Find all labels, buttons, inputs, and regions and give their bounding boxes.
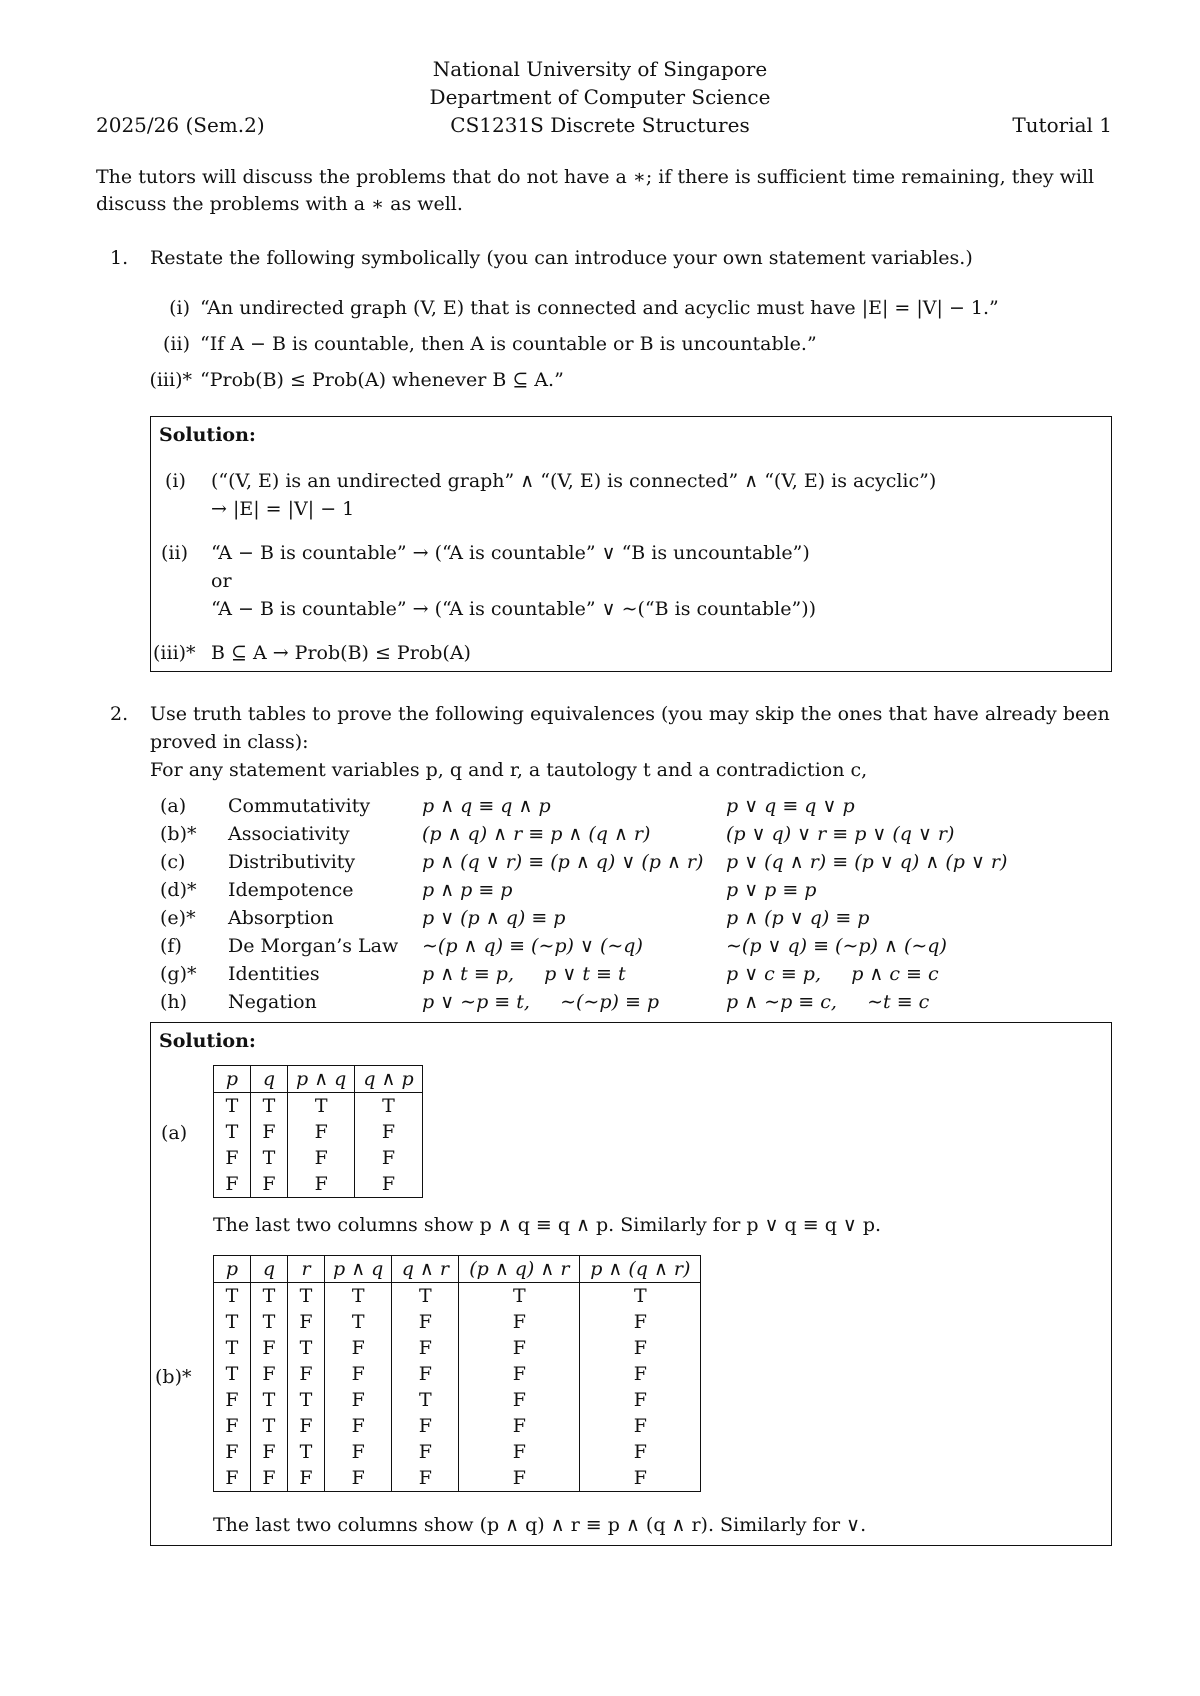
law-e-or: p ∧ (p ∨ q) ≡ p <box>726 907 870 929</box>
law-h-name: Negation <box>228 991 317 1013</box>
law-c-label: (c) <box>160 851 186 873</box>
table-b-cell: F <box>580 1335 701 1361</box>
table-b-cell: F <box>392 1465 459 1492</box>
table-a-row <box>214 1145 423 1171</box>
table-a-cell: F <box>355 1119 422 1145</box>
law-b-and: (p ∧ q) ∧ r ≡ p ∧ (q ∧ r) <box>422 823 651 845</box>
table-b-cell: T <box>325 1283 392 1310</box>
q1-sol-iii-line: B ⊆ A → Prob(B) ≤ Prob(A) <box>211 642 471 664</box>
table-b-cell: F <box>325 1465 392 1492</box>
table-b-cell: T <box>214 1283 251 1310</box>
table-b-cell: F <box>459 1387 580 1413</box>
q2-sol-b-note: The last two columns show (p ∧ q) ∧ r ≡ p ∧ (q ∧ r). Similarly for ∨. <box>213 1514 867 1536</box>
table-b-header-4: q ∧ r <box>392 1256 459 1283</box>
law-d-name: Idempotence <box>228 879 354 901</box>
university-name: National University of Singapore <box>432 57 768 81</box>
table-b-cell: F <box>580 1361 701 1387</box>
q2-number: 2. <box>110 703 129 725</box>
table-b-row <box>214 1387 701 1413</box>
table-a-cell: F <box>214 1145 251 1171</box>
table-b-cell: T <box>214 1309 251 1335</box>
truth-table-b-grid <box>213 1255 701 1492</box>
table-a-header-1: q <box>251 1066 288 1093</box>
law-g-and: p ∧ t ≡ p, p ∨ t ≡ t <box>422 963 626 985</box>
table-a-cell: F <box>288 1171 355 1198</box>
truth-table-a-grid <box>213 1065 423 1198</box>
law-a-name: Commutativity <box>228 795 371 817</box>
table-b-cell: F <box>325 1413 392 1439</box>
q1-solution-heading: Solution: <box>159 424 256 446</box>
q1-sol-ii-or: or <box>211 570 232 592</box>
table-b-cell: T <box>251 1387 288 1413</box>
law-h-and: p ∨ ∼p ≡ t, ∼(∼p) ≡ p <box>422 991 660 1013</box>
q2-sol-a-note: The last two columns show p ∧ q ≡ q ∧ p. Similarly for p ∨ q ≡ q ∨ p. <box>213 1214 882 1236</box>
law-a-or: p ∨ q ≡ q ∨ p <box>726 795 855 817</box>
law-c-name: Distributivity <box>228 851 356 873</box>
table-b-cell: F <box>392 1439 459 1465</box>
q1-item-ii-label: (ii) <box>163 333 190 355</box>
table-b-cell: F <box>251 1439 288 1465</box>
table-b-cell: T <box>251 1413 288 1439</box>
table-a-row <box>214 1119 423 1145</box>
q1-sol-i-label: (i) <box>165 470 186 492</box>
table-b-cell: F <box>459 1309 580 1335</box>
law-d-label: (d)* <box>160 879 197 901</box>
table-a-cell: F <box>214 1171 251 1198</box>
table-a-cell: T <box>355 1093 422 1120</box>
law-g-label: (g)* <box>160 963 197 985</box>
q1-sol-i-line2: → |E| = |V| − 1 <box>211 498 355 520</box>
q1-item-iii-label: (iii)* <box>149 369 192 391</box>
table-b-cell: F <box>459 1413 580 1439</box>
law-c-and: p ∧ (q ∨ r) ≡ (p ∧ q) ∨ (p ∧ r) <box>422 851 704 873</box>
table-a-cell: F <box>355 1171 422 1198</box>
table-a-cell: F <box>288 1145 355 1171</box>
law-a-and: p ∧ q ≡ q ∧ p <box>422 795 551 817</box>
table-b-cell: F <box>288 1465 325 1492</box>
table-b-cell: F <box>214 1465 251 1492</box>
table-b-cell: F <box>251 1335 288 1361</box>
semester-label: 2025/26 (Sem.2) <box>96 113 265 137</box>
table-b-cell: F <box>325 1387 392 1413</box>
law-b-or: (p ∨ q) ∨ r ≡ p ∨ (q ∨ r) <box>726 823 955 845</box>
table-a-cell: F <box>288 1119 355 1145</box>
table-a-row <box>214 1093 423 1120</box>
table-b-cell: F <box>288 1361 325 1387</box>
table-b-cell: F <box>459 1335 580 1361</box>
law-g-name: Identities <box>228 963 320 985</box>
law-d-and: p ∧ p ≡ p <box>422 879 513 901</box>
table-b-header-2: r <box>288 1256 325 1283</box>
table-a-cell: T <box>214 1093 251 1120</box>
table-a-header-3: q ∧ p <box>355 1066 422 1093</box>
law-g-or: p ∨ c ≡ p, p ∧ c ≡ c <box>726 963 939 985</box>
table-b-cell: F <box>251 1361 288 1387</box>
law-h-label: (h) <box>160 991 188 1013</box>
law-a-label: (a) <box>160 795 187 817</box>
table-b-cell: F <box>214 1439 251 1465</box>
table-b-cell: T <box>325 1309 392 1335</box>
q2-prompt-line2: proved in class): <box>150 731 309 753</box>
table-b-cell: F <box>459 1439 580 1465</box>
table-b-row <box>214 1283 701 1310</box>
table-b-cell: T <box>459 1283 580 1310</box>
table-b-cell: F <box>325 1361 392 1387</box>
table-b-row <box>214 1335 701 1361</box>
table-b-cell: F <box>459 1361 580 1387</box>
table-b-cell: F <box>325 1439 392 1465</box>
q1-number: 1. <box>110 247 129 269</box>
table-b-cell: F <box>580 1413 701 1439</box>
table-b-cell: F <box>392 1309 459 1335</box>
table-b-row <box>214 1413 701 1439</box>
table-b-cell: F <box>580 1309 701 1335</box>
truth-table-b <box>213 1255 701 1492</box>
table-b-cell: T <box>251 1309 288 1335</box>
table-b-row <box>214 1309 701 1335</box>
table-b-cell: F <box>392 1335 459 1361</box>
table-b-cell: T <box>392 1387 459 1413</box>
table-b-header-0: p <box>214 1256 251 1283</box>
table-b-cell: F <box>392 1413 459 1439</box>
q1-sol-iii-label: (iii)* <box>153 642 196 664</box>
table-b-cell: T <box>580 1283 701 1310</box>
table-b-header-1: q <box>251 1256 288 1283</box>
law-f-name: De Morgan’s Law <box>228 935 399 957</box>
department-name: Department of Computer Science <box>429 85 771 109</box>
tutorial-number: Tutorial 1 <box>1012 113 1112 137</box>
table-b-cell: T <box>392 1283 459 1310</box>
table-b-cell: T <box>288 1335 325 1361</box>
table-a-cell: T <box>251 1093 288 1120</box>
table-b-cell: F <box>580 1439 701 1465</box>
table-b-row <box>214 1465 701 1492</box>
q1-item-i-text: “An undirected graph (V, E) that is connected and acyclic must have |E| = |V| − 1.” <box>200 297 999 319</box>
law-b-name: Associativity <box>228 823 350 845</box>
law-f-and: ∼(p ∧ q) ≡ (∼p) ∨ (∼q) <box>422 935 643 957</box>
law-f-or: ∼(p ∨ q) ≡ (∼p) ∧ (∼q) <box>726 935 947 957</box>
intro-text: The tutors will discuss the problems that do not have a ∗; if there is sufficient time remaining, they will discuss the problems with a ∗ as well. <box>96 166 1095 215</box>
table-b-cell: F <box>580 1387 701 1413</box>
table-a-cell: F <box>251 1119 288 1145</box>
table-a-cell: T <box>251 1145 288 1171</box>
table-b-row <box>214 1439 701 1465</box>
q1-item-ii-text: “If A − B is countable, then A is countable or B is uncountable.” <box>200 333 817 355</box>
table-b-cell: F <box>214 1413 251 1439</box>
table-a-row <box>214 1171 423 1198</box>
law-f-label: (f) <box>160 935 182 957</box>
q1-sol-ii-label: (ii) <box>161 542 188 564</box>
q1-sol-i-line1: (“(V, E) is an undirected graph” ∧ “(V, E) is connected” ∧ “(V, E) is acyclic”) <box>211 470 937 492</box>
q1-item-i-label: (i) <box>169 297 190 319</box>
table-b-cell: F <box>214 1387 251 1413</box>
table-a-cell: F <box>355 1145 422 1171</box>
table-a-cell: F <box>251 1171 288 1198</box>
q1-sol-ii-line1: “A − B is countable” → (“A is countable” ∨ “B is uncountable”) <box>211 542 810 564</box>
law-h-or: p ∧ ∼p ≡ c, ∼t ≡ c <box>726 991 930 1013</box>
table-b-cell: F <box>251 1465 288 1492</box>
truth-table-a <box>213 1065 423 1198</box>
q2-solution-box <box>150 1022 1112 1546</box>
course-title: CS1231S Discrete Structures <box>450 113 750 137</box>
q1-prompt: Restate the following symbolically (you can introduce your own statement variables.) <box>150 247 973 269</box>
table-b-cell: F <box>288 1309 325 1335</box>
law-e-name: Absorption <box>228 907 334 929</box>
table-b-cell: T <box>288 1283 325 1310</box>
q2-sol-a-label: (a) <box>161 1122 188 1144</box>
table-b-cell: F <box>325 1335 392 1361</box>
law-b-label: (b)* <box>160 823 197 845</box>
table-b-cell: T <box>288 1439 325 1465</box>
law-e-and: p ∨ (p ∧ q) ≡ p <box>422 907 566 929</box>
law-e-label: (e)* <box>160 907 196 929</box>
table-a-cell: T <box>288 1093 355 1120</box>
table-b-cell: T <box>214 1335 251 1361</box>
q2-solution-heading: Solution: <box>159 1030 256 1052</box>
table-b-row <box>214 1361 701 1387</box>
q1-item-iii-text: “Prob(B) ≤ Prob(A) whenever B ⊆ A.” <box>200 369 564 391</box>
q2-prompt-line1: Use truth tables to prove the following equivalences (you may skip the ones that have already been <box>150 703 1110 725</box>
table-a-header-2: p ∧ q <box>288 1066 355 1093</box>
table-b-cell: F <box>459 1465 580 1492</box>
q2-sol-b-label: (b)* <box>155 1366 192 1388</box>
q2-prompt-line3: For any statement variables p, q and r, a tautology t and a contradiction c, <box>150 759 868 781</box>
table-a-header-0: p <box>214 1066 251 1093</box>
law-c-or: p ∨ (q ∧ r) ≡ (p ∨ q) ∧ (p ∨ r) <box>726 851 1008 873</box>
table-b-cell: T <box>214 1361 251 1387</box>
table-b-header-5: (p ∧ q) ∧ r <box>459 1256 580 1283</box>
q1-sol-ii-line2: “A − B is countable” → (“A is countable” ∨ ∼(“B is countable”)) <box>211 598 817 620</box>
table-b-cell: F <box>580 1465 701 1492</box>
table-b-cell: F <box>288 1413 325 1439</box>
q1-solution-box <box>150 416 1112 672</box>
table-b-cell: F <box>392 1361 459 1387</box>
table-b-cell: T <box>288 1387 325 1413</box>
table-b-header-6: p ∧ (q ∧ r) <box>580 1256 701 1283</box>
table-b-header-3: p ∧ q <box>325 1256 392 1283</box>
table-b-cell: T <box>251 1283 288 1310</box>
law-d-or: p ∨ p ≡ p <box>726 879 817 901</box>
table-a-cell: T <box>214 1119 251 1145</box>
